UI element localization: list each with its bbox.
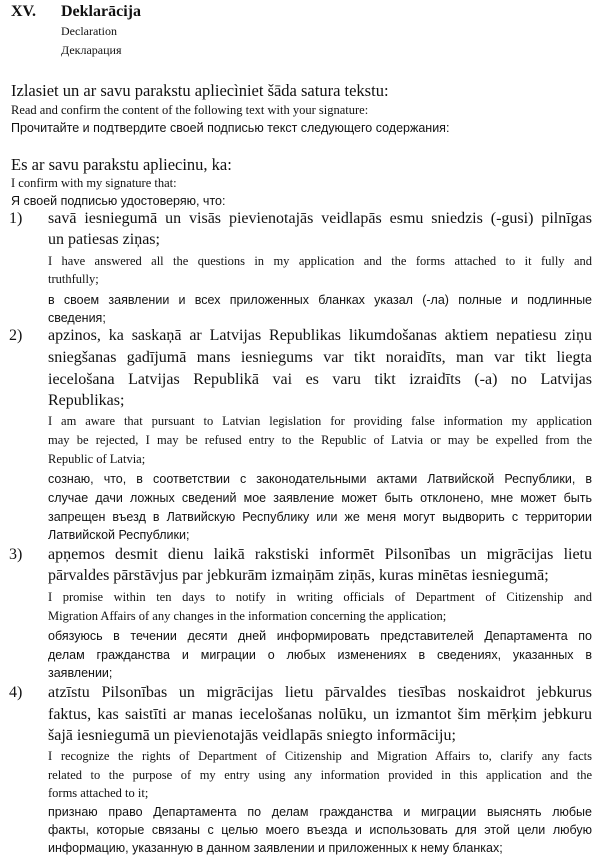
item-en-line: may be rejected, I may be refused entry to the Republic of Latvia or may be expelled from the bbox=[48, 433, 592, 447]
item-lv-line: apzinos, ka saskaņā ar Latvijas Republikas likumdošanas aktiem nepatiesu ziņu bbox=[48, 327, 592, 344]
intro-en: Read and confirm the content of the following text with your signature: bbox=[11, 103, 369, 117]
item-number: 1) bbox=[9, 210, 23, 227]
item-lv-line: šajā iesniegumā un pievienotajās veidlapās sniegto informāciju; bbox=[48, 727, 456, 744]
item-lv-line: iecelošana Latvijas Republikā vai es varu tikt izraidīts (-a) no Latvijas bbox=[48, 371, 592, 388]
section-title-ru: Декларация bbox=[61, 43, 122, 57]
item-lv-line: un patiesas ziņas; bbox=[48, 231, 160, 248]
item-en-line: related to the purpose of my entry using any information provided in this application and the bbox=[48, 768, 592, 782]
item-lv-line: apņemos desmit dienu laikā rakstiski informēt Pilsonības un migrācijas lietu bbox=[48, 546, 592, 563]
item-lv-line: Republikas; bbox=[48, 392, 125, 409]
item-en-line: Migration Affairs of any changes in the information concerning the application; bbox=[48, 609, 447, 623]
item-en-line: forms attached to it; bbox=[48, 786, 149, 800]
item-ru-line: делам гражданства и миграции о любых изменениях в сведениях, указанных в bbox=[48, 648, 592, 662]
item-lv-line: atzīstu Pilsonības un migrācijas lietu pārvaldes tiesības noskaidrot jebkurus bbox=[48, 684, 592, 701]
item-ru-line: сведения; bbox=[48, 311, 106, 325]
item-number: 2) bbox=[9, 327, 23, 344]
intro-ru: Прочитайте и подтвердите своей подписью текст следующего содержания: bbox=[11, 121, 450, 135]
item-ru-line: сознаю, что, в соответствии с законодательными актами Латвийской Республики, в bbox=[48, 472, 592, 486]
item-en-line: I recognize the rights of Department of Citizenship and Migration Affairs to, clarify any facts bbox=[48, 749, 592, 763]
item-lv-line: pārvaldes pārstāvjus par jebkurām izmaiņām ziņās, kuras minētas iesniegumā; bbox=[48, 567, 549, 584]
item-ru-line: информацию, указанную в данном заявлении и приложенных к нему бланках; bbox=[48, 841, 503, 855]
confirm-ru: Я своей подписью удостоверяю, что: bbox=[11, 194, 226, 208]
item-lv-line: sniegšanas gadījumā mans iesniegums var tikt noraidīts, man var tikt liegta bbox=[48, 349, 592, 366]
item-ru-line: заявлении; bbox=[48, 666, 113, 680]
section-number: XV. bbox=[11, 3, 37, 20]
item-ru-line: обязуюсь в течении десяти дней информировать представителей Департамента по bbox=[48, 629, 592, 643]
confirm-en: I confirm with my signature that: bbox=[11, 176, 177, 190]
item-ru-line: Латвийской Республики; bbox=[48, 528, 190, 542]
item-lv-line: savā iesniegumā un visās pievienotajās veidlapās esmu sniedzis (-gusi) pilnīgas bbox=[48, 210, 592, 227]
item-ru-line: в своем заявлении и всех приложенных бланках указал (-ла) полные и подлинные bbox=[48, 293, 592, 307]
item-ru-line: запрещен въезд в Латвийскую Республику или же меня могут выдворить с территории bbox=[48, 510, 592, 524]
item-en-line: I am aware that pursuant to Latvian legislation for providing false information my application bbox=[48, 414, 592, 428]
item-ru-line: факты, которые связаны с целью моего въезда и использовать для этой цели любую bbox=[48, 823, 592, 837]
item-number: 4) bbox=[9, 684, 23, 701]
item-en-line: I have answered all the questions in my application and the forms attached to it fully and bbox=[48, 254, 592, 268]
item-en-line: I promise within ten days to notify in writing officials of Department of Citizenship and bbox=[48, 590, 592, 604]
item-en-line: Republic of Latvia; bbox=[48, 452, 146, 466]
item-en-line: truthfully; bbox=[48, 272, 99, 286]
confirm-lv: Es ar savu parakstu apliecinu, ka: bbox=[11, 155, 232, 174]
item-lv-line: faktus, kas saistīti ar manas iecelošanas nolūku, un izmantot šim mērķim jebkuru bbox=[48, 706, 592, 723]
section-title-lv: Deklarācija bbox=[61, 3, 141, 20]
item-ru-line: случае дачи ложных сведений мое заявление может быть отклонено, мне может быть bbox=[48, 491, 592, 505]
intro-lv: Izlasiet un ar savu parakstu apliecìniet šāda satura tekstu: bbox=[11, 81, 389, 100]
item-ru-line: признаю право Департамента по делам гражданства и миграции выяснять любые bbox=[48, 805, 592, 819]
section-title-en: Declaration bbox=[61, 24, 117, 38]
item-number: 3) bbox=[9, 546, 23, 563]
